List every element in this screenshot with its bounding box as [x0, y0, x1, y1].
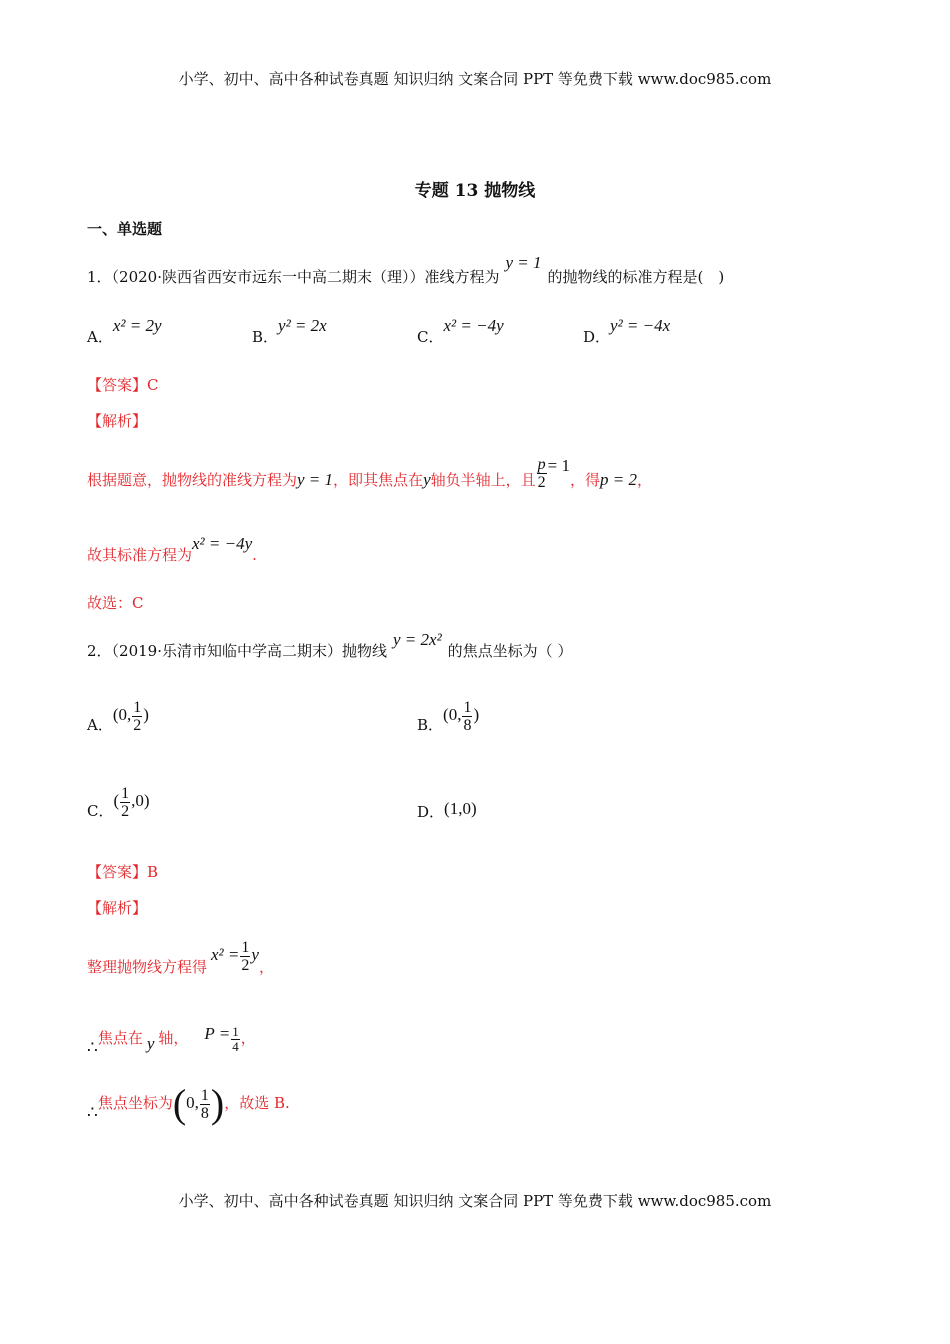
- numerator: 1: [121, 784, 130, 802]
- q1-option-c[interactable]: [417, 316, 504, 346]
- text: 整理抛物线方程得: [87, 958, 208, 976]
- text: ，得: [569, 471, 600, 489]
- numerator: 1: [463, 698, 472, 716]
- denominator: 8: [463, 716, 472, 734]
- option-label: C．: [87, 802, 114, 820]
- stem-text: 的抛物线的标准方程是( ): [547, 268, 725, 286]
- q1-option-b[interactable]: [252, 316, 327, 346]
- q2-option-c[interactable]: [87, 778, 150, 824]
- option-label: A．: [87, 716, 113, 734]
- math: x² =: [211, 945, 240, 964]
- page-footer: 小学、初中、高中各种试卷真题 知识归纳 文案合同 PPT 等免费下载 www.doc985.com: [178, 1192, 772, 1210]
- text: 焦点在: [97, 1029, 143, 1047]
- right-paren: ): [210, 1081, 225, 1126]
- denominator: 2: [537, 473, 546, 491]
- fraction: [200, 1087, 210, 1122]
- q1-analysis-line-1: [87, 455, 652, 505]
- text: 轴负半轴上，且: [430, 471, 536, 489]
- fraction: [240, 939, 250, 974]
- q2-analysis-line-2: [87, 1018, 256, 1058]
- page-header: 小学、初中、高中各种试卷真题 知识归纳 文案合同 PPT 等免费下载 www.doc985.com: [178, 70, 772, 88]
- q2-option-b[interactable]: [417, 692, 479, 738]
- numerator: p: [537, 455, 546, 473]
- text: ，: [240, 1029, 256, 1047]
- stem-math: y = 2x²: [393, 630, 442, 649]
- option-label: D．: [417, 803, 445, 821]
- option-label: B．: [417, 716, 444, 734]
- math: y: [423, 470, 431, 489]
- option-math: (1,0): [444, 799, 477, 818]
- option-label: B．: [252, 328, 279, 346]
- math: ,0): [131, 791, 150, 810]
- option-math: x² = −4y: [443, 316, 504, 335]
- option-math: y² = −4x: [610, 316, 671, 335]
- denominator: 2: [133, 716, 142, 734]
- option-math: x² = 2y: [112, 316, 162, 335]
- text: 故其标准方程为: [87, 546, 193, 564]
- fraction: [231, 1025, 240, 1054]
- question-2-stem: [87, 630, 573, 660]
- text: 根据题意，抛物线的准线方程为: [87, 471, 298, 489]
- math: (: [113, 791, 120, 810]
- section-heading: 一、单选题: [87, 220, 163, 238]
- math: (0,: [112, 705, 132, 724]
- fraction: [537, 456, 547, 491]
- denominator: 2: [241, 956, 250, 974]
- page-title: 专题 13 抛物线: [414, 181, 536, 201]
- q1-analysis-line-2: [87, 534, 257, 564]
- option-label: D．: [583, 328, 611, 346]
- text: ，即其焦点在: [333, 471, 424, 489]
- math: P =: [204, 1024, 231, 1043]
- numerator: 1: [232, 1023, 239, 1039]
- stem-math: y = 1: [505, 253, 542, 272]
- math: x² = −4y: [192, 534, 253, 553]
- stem-text: 的焦点坐标为（ ）: [447, 642, 573, 660]
- math: y: [251, 945, 259, 964]
- q1-option-d[interactable]: [583, 316, 671, 346]
- numerator: 1: [241, 938, 250, 956]
- math: 0,: [186, 1093, 199, 1112]
- therefore-symbol: ∴: [87, 1103, 98, 1122]
- text: .: [252, 546, 257, 564]
- left-paren: (: [172, 1081, 187, 1126]
- q1-choose: 故选：C: [87, 594, 144, 612]
- denominator: 8: [200, 1104, 209, 1122]
- option-label: A．: [87, 328, 113, 346]
- numerator: 1: [200, 1086, 209, 1104]
- denominator: 4: [232, 1038, 239, 1054]
- text: ，: [258, 958, 274, 976]
- q2-analysis-line-1: [87, 932, 274, 978]
- text: 焦点坐标为: [97, 1094, 173, 1112]
- math: = 1: [547, 456, 570, 475]
- math: y: [146, 1034, 155, 1053]
- q1-answer: 【答案】C: [87, 376, 159, 394]
- math: y = 1: [297, 470, 334, 489]
- fraction: [462, 699, 472, 734]
- q1-option-a[interactable]: [87, 316, 162, 346]
- q2-option-d[interactable]: [417, 799, 477, 821]
- q2-analysis-label: 【解析】: [87, 899, 148, 917]
- text: ，: [636, 471, 652, 489]
- stem-text: 2．（2019·乐清市知临中学高二期末）抛物线: [87, 642, 387, 660]
- q2-analysis-line-3: [87, 1080, 290, 1126]
- q2-answer: 【答案】B: [87, 863, 159, 881]
- denominator: 2: [121, 802, 130, 820]
- math: ): [143, 705, 149, 724]
- math: (0,: [443, 705, 462, 724]
- therefore-symbol: ∴: [87, 1038, 98, 1057]
- text: 轴，: [158, 1029, 189, 1047]
- option-label: C．: [417, 328, 444, 346]
- fraction: [120, 785, 130, 820]
- stem-text: 1．（2020·陕西省西安市远东一中高二期末（理））准线方程为: [87, 268, 500, 286]
- math: ): [473, 705, 480, 724]
- option-math: y² = 2x: [278, 316, 327, 335]
- q2-option-a[interactable]: [87, 692, 149, 738]
- question-1-stem: [87, 253, 725, 286]
- q1-analysis-label: 【解析】: [87, 412, 148, 430]
- text: ，故选 B.: [224, 1094, 290, 1112]
- numerator: 1: [133, 698, 142, 716]
- math: p = 2: [599, 470, 637, 489]
- fraction: [132, 699, 142, 734]
